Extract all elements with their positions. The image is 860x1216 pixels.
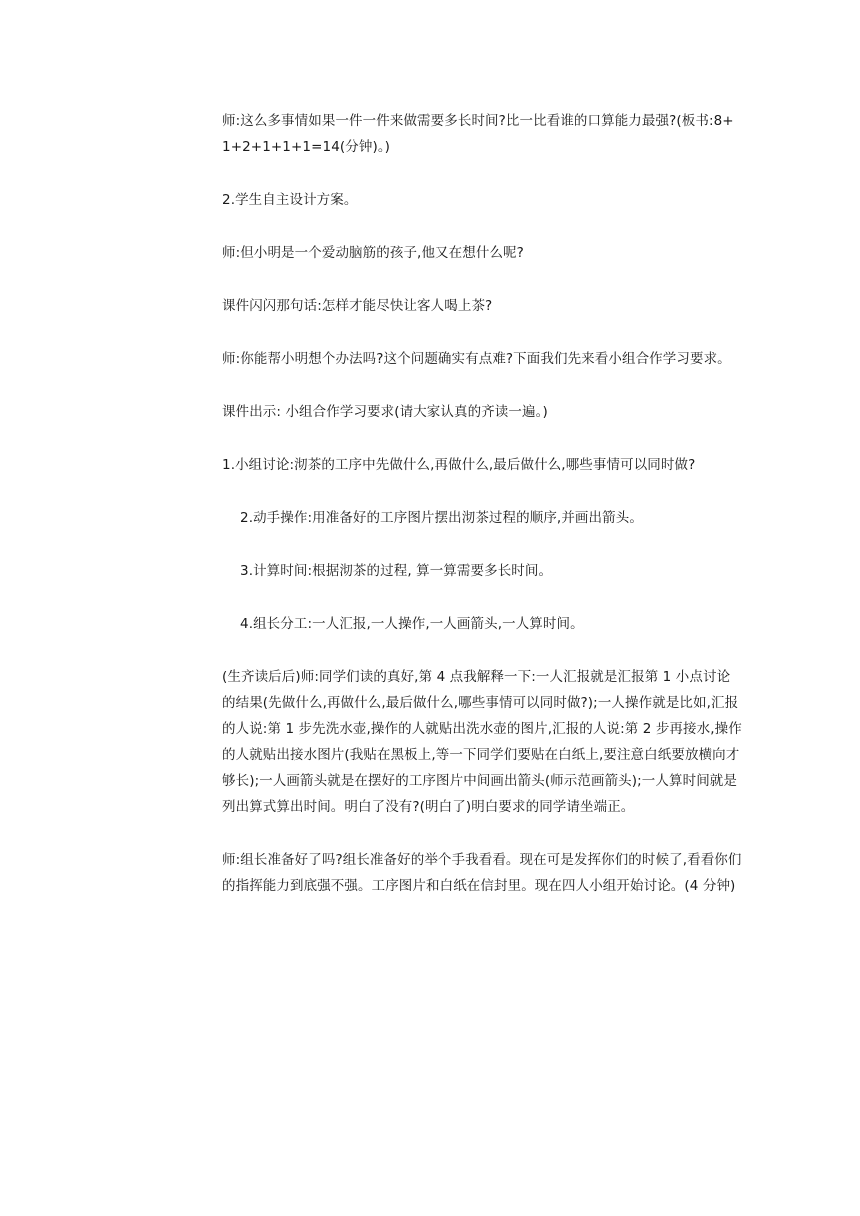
paragraph-teacher-explanation: (生齐读后后)师:同学们读的真好,第 4 点我解释一下:一人汇报就是汇报第 1 小点讨论的结果(先做什么,再做什么,最后做什么,哪些事情可以同时做?);一人操作就是比如,汇报的人说:第 1 步先洗水壶,操作的人就贴出洗水壶的图片,汇报的人说:第 2 步再接水,操作的人就贴出接水图片(我贴在黑板上,等一下同学们要贴在白纸上,要注意白纸要放横向才够长);一人画箭头就是在摆好的工序图片中间画出箭头(师示范画箭头);一人算时间就是列出算式算出时间。明白了没有?(明白了)明白要求的同学请坐端正。 (222, 669, 742, 815)
paragraph-spacer (222, 319, 742, 346)
paragraph-spacer (222, 584, 742, 611)
paragraph-spacer (222, 478, 742, 505)
paragraph-courseware-question: 课件闪闪那句话:怎样才能尽快让客人喝上茶? (222, 298, 493, 314)
list-item-calculate-time: 3.计算时间:根据沏茶的过程, 算一算需要多长时间。 (240, 563, 553, 579)
paragraph-teacher-help: 师:你能帮小明想个办法吗?这个问题确实有点难?下面我们先来看小组合作学习要求。 (222, 351, 731, 367)
document-body (222, 108, 742, 899)
list-item-leader-roles: 4.组长分工:一人汇报,一人操作,一人画箭头,一人算时间。 (240, 616, 584, 632)
paragraph-courseware-requirements: 课件出示: 小组合作学习要求(请大家认真的齐读一遍。) (222, 404, 548, 420)
list-item-hands-on: 2.动手操作:用准备好的工序图片摆出沏茶过程的顺序,并画出箭头。 (240, 510, 643, 526)
paragraph-spacer (222, 531, 742, 558)
paragraph-spacer (222, 372, 742, 399)
paragraph-teacher-question-time: 师:这么多事情如果一件一件来做需要多长时间?比一比看谁的口算能力最强?(板书:8+1+2+1+1+1=14(分钟)。) (222, 113, 734, 155)
paragraph-spacer (222, 637, 742, 664)
paragraph-student-design: 2.学生自主设计方案。 (222, 192, 358, 208)
paragraph-teacher-xiaoming: 师:但小明是一个爱动脑筋的孩子,他又在想什么呢? (222, 245, 524, 261)
paragraph-spacer (222, 820, 742, 847)
paragraph-spacer (222, 213, 742, 240)
list-item-group-discussion: 1.小组讨论:沏茶的工序中先做什么,再做什么,最后做什么,哪些事情可以同时做? (222, 457, 696, 473)
paragraph-teacher-start-discussion: 师:组长准备好了吗?组长准备好的举个手我看看。现在可是发挥你们的时候了,看看你们的指挥能力到底强不强。工序图片和白纸在信封里。现在四人小组开始讨论。(4 分钟) (222, 852, 742, 894)
paragraph-spacer (222, 266, 742, 293)
paragraph-spacer (222, 425, 742, 452)
paragraph-spacer (222, 160, 742, 187)
